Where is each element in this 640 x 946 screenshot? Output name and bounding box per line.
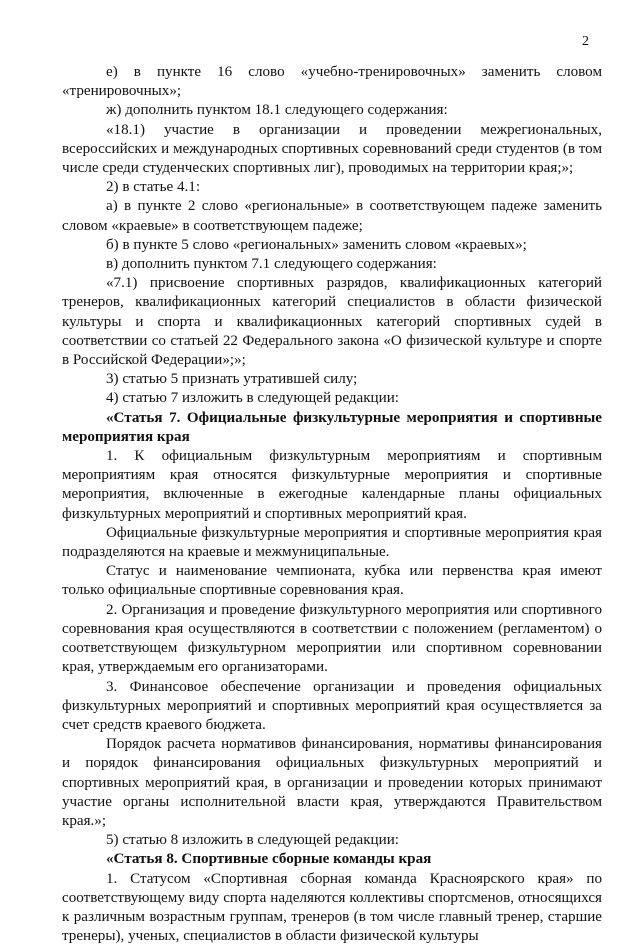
paragraph: в) дополнить пунктом 7.1 следующего содержания: bbox=[106, 256, 437, 273]
paragraph: Порядок расчета нормативов финансирования, нормативы финансирования и порядок финансирования официальных физкультурных мероприятий и спортивных мероприятий края, в организации и проведении которых принимают участие органы исполнительной власти края, утверждаются Правительством края.»; bbox=[62, 736, 602, 829]
page-number: 2 bbox=[582, 34, 589, 49]
paragraph: Статус и наименование чемпионата, кубка или первенства края имеют только официальные спортивные соревнования края. bbox=[62, 563, 602, 599]
paragraph: «7.1) присвоение спортивных разрядов, квалификационных категорий тренеров, квалификационных категорий специалистов в области физической культуры и спорта и квалификационных категорий спортивных судей в соответствии со статьей 22 Федерального закона «О физической культуре и спорте в Российской Федерации»;»; bbox=[62, 275, 602, 369]
paragraph: ж) дополнить пунктом 18.1 следующего содержания: bbox=[106, 102, 448, 119]
article-heading: «Статья 8. Спортивные сборные команды края bbox=[106, 851, 432, 868]
paragraph: б) в пункте 5 слово «региональных» заменить словом «краевых»; bbox=[106, 236, 527, 253]
paragraph: 3) статью 5 признать утратившей силу; bbox=[106, 371, 358, 388]
paragraph: 1. К официальным физкультурным мероприятиям и спортивным мероприятиям края относятся физкультурные мероприятия и спортивные мероприятия, включенные в ежегодные календарные планы официальных физкультурных мероприятий и спортивных мероприятий края. bbox=[62, 448, 602, 522]
paragraph: 4) статью 7 изложить в следующей редакции: bbox=[106, 390, 399, 407]
paragraph: 3. Финансовое обеспечение организации и проведения официальных физкультурных мероприятий и спортивных мероприятий края осуществляется за счет средств краевого бюджета. bbox=[62, 678, 602, 733]
paragraph: е) в пункте 16 слово «учебно-тренировочных» заменить словом «тренировочных»; bbox=[62, 64, 602, 100]
paragraph: Официальные физкультурные мероприятия и спортивные мероприятия края подразделяются на краевые и межмуниципальные. bbox=[62, 524, 602, 561]
paragraph: 2. Организация и проведение физкультурного мероприятия или спортивного соревнования края осуществляются в соответствии с положением (регламентом) о соответствующем физкультурном мероприятии или спортивном соревновании края, утверждаемым его организаторами. bbox=[62, 601, 602, 676]
paragraph: 2) в статье 4.1: bbox=[106, 179, 201, 196]
article-heading: «Статья 7. Официальные физкультурные мероприятия и спортивные мероприятия края bbox=[62, 409, 602, 445]
paragraph: «18.1) участие в организации и проведении межрегиональных, всероссийских и международных спортивных соревнований среди студентов (в том числе среди студенческих спортивных лиг), проводимых на территории края;»; bbox=[62, 121, 602, 177]
paragraph: 1. Статусом «Спортивная сборная команда Красноярского края» по соответствующему виду спорта наделяются коллективы спортсменов, относящихся к различным возрастным группам, тренеров (в том числе главный тренер, старшие тренеры), ученых, специалистов в области физической культуры bbox=[62, 870, 602, 945]
document-body bbox=[62, 63, 602, 946]
paragraph: а) в пункте 2 слово «региональные» в соответствующем падеже заменить словом «краевые» в соответствующем падеже; bbox=[62, 198, 602, 234]
paragraph: 5) статью 8 изложить в следующей редакции: bbox=[106, 832, 399, 849]
